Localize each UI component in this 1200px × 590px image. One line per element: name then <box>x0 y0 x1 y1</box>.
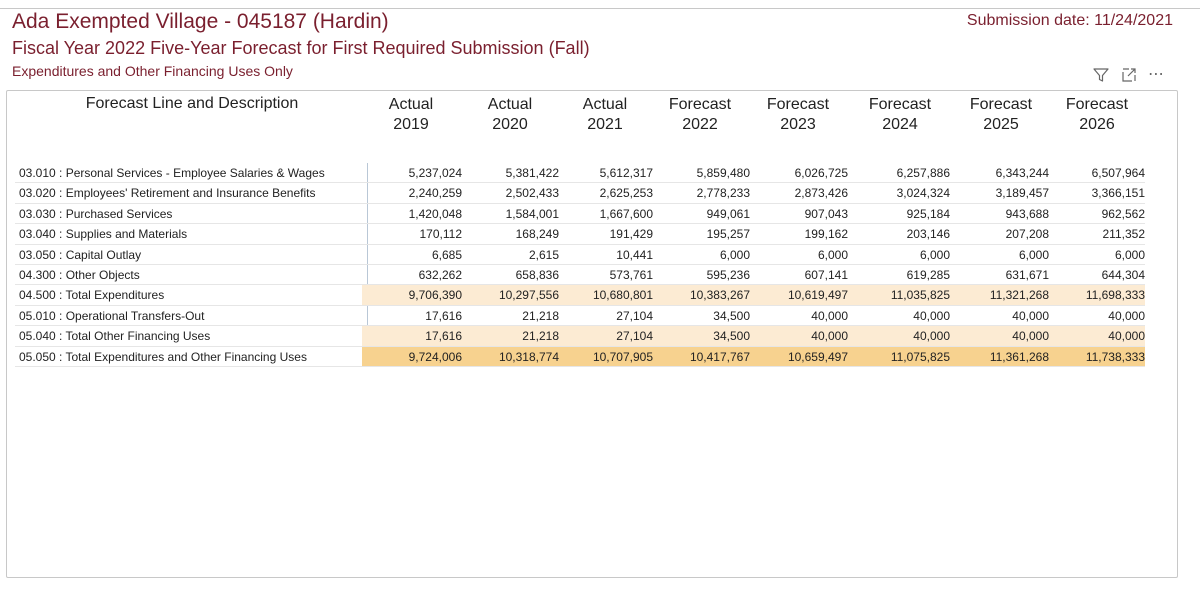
table-cell: 10,441 <box>616 247 653 262</box>
row-description: 03.040 : Supplies and Materials <box>19 227 188 242</box>
table-cell: 1,420,048 <box>408 206 462 221</box>
table-cell: 11,738,333 <box>1085 349 1145 364</box>
table-cell: 6,000 <box>719 247 750 262</box>
table-cell: 632,262 <box>418 267 462 282</box>
table-body <box>15 163 1145 367</box>
column-header-label: Actual <box>487 96 533 113</box>
table-row[interactable] <box>15 204 1145 224</box>
table-row[interactable] <box>15 163 1145 183</box>
table-cell: 170,112 <box>419 227 462 242</box>
row-description: 05.010 : Operational Transfers-Out <box>19 308 205 323</box>
table-cell: 10,659,497 <box>787 349 848 364</box>
table-cell: 6,685 <box>431 247 462 262</box>
more-options-button[interactable]: ⋯ <box>1148 66 1165 83</box>
table-cell: 943,688 <box>1005 206 1049 221</box>
row-description: 03.020 : Employees' Retirement and Insurance Benefits <box>19 186 316 201</box>
page-subtitle: Fiscal Year 2022 Five-Year Forecast for First Required Submission (Fall) <box>12 38 590 58</box>
table-cell: 10,417,767 <box>689 349 750 364</box>
column-header[interactable] <box>956 95 1046 135</box>
column-header-label: Forecast <box>766 96 830 113</box>
column-header-description[interactable]: Forecast Line and Description <box>85 95 299 112</box>
table-cell: 962,562 <box>1101 206 1145 221</box>
row-description: 05.050 : Total Expenditures and Other Financing Uses <box>19 349 307 364</box>
table-cell: 40,000 <box>913 329 950 344</box>
row-description: 04.300 : Other Objects <box>19 267 140 282</box>
table-cell: 3,024,324 <box>896 186 950 201</box>
submission-date: Submission date: 11/24/2021 <box>966 12 1173 29</box>
table-cell: 191,429 <box>609 227 653 242</box>
focus-mode-icon[interactable] <box>1120 66 1138 84</box>
column-header[interactable] <box>366 95 456 135</box>
table-cell: 207,208 <box>1005 227 1049 242</box>
table-cell: 9,706,390 <box>408 288 462 303</box>
forecast-table-visual <box>6 90 1178 578</box>
table-cell: 5,612,317 <box>599 166 653 180</box>
column-header-year: 2023 <box>780 116 816 133</box>
table-cell: 195,257 <box>706 227 750 242</box>
table-cell: 10,707,905 <box>592 349 653 364</box>
table-cell: 40,000 <box>1012 308 1049 323</box>
column-header-year: 2021 <box>587 116 623 133</box>
column-header-year: 2022 <box>682 116 718 133</box>
table-cell: 1,584,001 <box>505 206 559 221</box>
table-cell: 11,075,825 <box>890 349 950 364</box>
table-cell: 34,500 <box>713 329 750 344</box>
table-cell: 2,625,253 <box>599 186 653 201</box>
column-header-year: 2020 <box>492 116 528 133</box>
table-cell: 3,366,151 <box>1091 186 1145 201</box>
table-cell: 925,184 <box>906 206 950 221</box>
column-header-year: 2019 <box>393 116 429 133</box>
table-cell: 27,104 <box>616 308 653 323</box>
table-cell: 21,218 <box>522 329 559 344</box>
column-header-label: Actual <box>388 96 434 113</box>
column-header-year: 2026 <box>1079 116 1115 133</box>
table-cell: 631,671 <box>1005 267 1049 282</box>
table-row[interactable] <box>15 183 1145 203</box>
table-cell: 199,162 <box>804 227 848 242</box>
table-cell: 6,000 <box>817 247 848 262</box>
table-cell: 40,000 <box>811 329 848 344</box>
filter-icon[interactable] <box>1092 66 1110 84</box>
table-cell: 17,616 <box>425 329 462 344</box>
column-header[interactable] <box>1052 95 1142 135</box>
column-header[interactable] <box>753 95 843 135</box>
table-cell: 10,318,774 <box>498 349 559 364</box>
column-header-label: Forecast <box>969 96 1033 113</box>
table-cell: 5,381,422 <box>505 166 559 180</box>
column-header-label: Forecast <box>668 96 732 113</box>
row-description: 04.500 : Total Expenditures <box>19 288 165 303</box>
table-cell: 10,680,801 <box>592 288 653 303</box>
column-header[interactable] <box>655 95 745 135</box>
column-header-label: Forecast <box>868 96 932 113</box>
table-cell: 40,000 <box>913 308 950 323</box>
table-cell: 607,141 <box>804 267 848 282</box>
column-header[interactable] <box>465 95 555 135</box>
table-cell: 21,218 <box>522 308 559 323</box>
table-cell: 10,383,267 <box>689 288 750 303</box>
table-cell: 1,667,600 <box>599 206 653 221</box>
table-cell: 3,189,457 <box>995 186 1049 201</box>
table-cell: 949,061 <box>706 206 750 221</box>
row-description: 03.050 : Capital Outlay <box>19 247 142 262</box>
table-cell: 619,285 <box>906 267 950 282</box>
table-cell: 40,000 <box>1012 329 1049 344</box>
table-cell: 168,249 <box>515 227 559 242</box>
table-cell: 595,236 <box>706 267 750 282</box>
table-row[interactable] <box>15 245 1145 265</box>
column-header[interactable] <box>855 95 945 135</box>
table-row[interactable] <box>15 265 1145 285</box>
table-cell: 40,000 <box>1108 308 1145 323</box>
page-title: Ada Exempted Village - 045187 (Hardin) <box>12 10 389 33</box>
table-cell: 5,859,480 <box>696 166 750 180</box>
row-description: 03.010 : Personal Services - Employee Salaries & Wages <box>19 166 325 180</box>
table-cell: 2,873,426 <box>794 186 848 201</box>
table-row[interactable] <box>15 347 1145 367</box>
table-cell: 9,724,006 <box>408 349 462 364</box>
table-cell: 203,146 <box>906 227 950 242</box>
table-cell: 10,297,556 <box>498 288 559 303</box>
table-cell: 907,043 <box>804 206 848 221</box>
table-cell: 6,000 <box>1018 247 1049 262</box>
table-cell: 11,321,268 <box>989 288 1049 303</box>
section-title: Expenditures and Other Financing Uses Only <box>12 63 293 79</box>
table-row[interactable] <box>15 224 1145 244</box>
table-cell: 27,104 <box>616 329 653 344</box>
row-description: 05.040 : Total Other Financing Uses <box>19 329 211 344</box>
table-cell: 6,343,244 <box>995 166 1049 180</box>
table-cell: 5,237,024 <box>408 166 462 180</box>
table-cell: 10,619,497 <box>787 288 848 303</box>
table-row[interactable] <box>15 306 1145 326</box>
table-cell: 6,507,964 <box>1091 166 1145 180</box>
visual-toolbar <box>1092 66 1165 84</box>
table-cell: 17,616 <box>425 308 462 323</box>
table-cell: 2,615 <box>528 247 559 262</box>
column-header-year: 2025 <box>983 116 1019 133</box>
row-description: 03.030 : Purchased Services <box>19 206 173 221</box>
table-cell: 573,761 <box>609 267 653 282</box>
table-row[interactable] <box>15 326 1145 346</box>
table-cell: 34,500 <box>713 308 750 323</box>
top-divider <box>0 8 1200 9</box>
table-cell: 6,000 <box>1114 247 1145 262</box>
table-cell: 644,304 <box>1101 267 1145 282</box>
table-cell: 211,352 <box>1102 227 1145 242</box>
column-header-label: Forecast <box>1065 96 1129 113</box>
table-cell: 2,778,233 <box>696 186 750 201</box>
table-cell: 40,000 <box>1108 329 1145 344</box>
table-cell: 40,000 <box>811 308 848 323</box>
table-cell: 11,698,333 <box>1085 288 1145 303</box>
table-cell: 2,240,259 <box>408 186 462 201</box>
column-header-year: 2024 <box>882 116 918 133</box>
table-cell: 11,035,825 <box>890 288 950 303</box>
column-header-label: Actual <box>582 96 628 113</box>
table-row[interactable] <box>15 285 1145 305</box>
table-cell: 6,026,725 <box>794 166 848 180</box>
table-cell: 6,000 <box>919 247 950 262</box>
column-header[interactable] <box>560 95 650 135</box>
table-cell: 6,257,886 <box>896 166 950 180</box>
table-cell: 11,361,268 <box>989 349 1049 364</box>
table-cell: 658,836 <box>515 267 559 282</box>
table-cell: 2,502,433 <box>505 186 559 201</box>
